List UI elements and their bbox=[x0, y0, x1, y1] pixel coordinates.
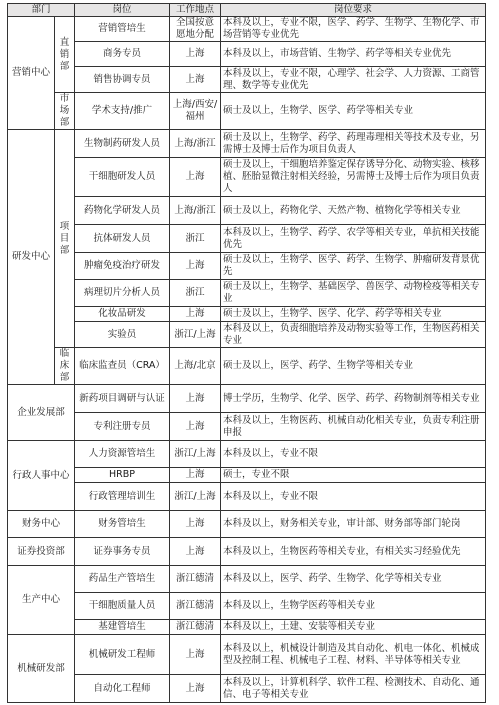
cell-requirements: 本科及以上，财务相关专业，审计部、财务部等部门轮岗 bbox=[221, 511, 486, 538]
dept-project: 项目部 bbox=[55, 130, 75, 348]
cell-position: 生物制药研发人员 bbox=[75, 130, 170, 158]
table-row bbox=[8, 566, 486, 593]
cell-requirements: 本科及以上，机械设计制造及其自动化、机电一体化、机械成型及控制工程、机械电子工程、材料、半导体等相关专业 bbox=[221, 635, 486, 675]
cell-location: 浙江 bbox=[170, 225, 221, 253]
cell-requirements: 硕士及以上，医学、药学、生物学等相关专业 bbox=[221, 348, 486, 385]
table-row bbox=[8, 17, 486, 42]
table-row bbox=[8, 93, 486, 130]
cell-position: HRBP bbox=[75, 468, 170, 483]
table-row bbox=[8, 385, 486, 413]
cell-position: 基建管培生 bbox=[75, 620, 170, 635]
cell-requirements: 本科及以上，计算机科学、软件工程、检测技术、自动化、通信、电子等相关专业 bbox=[221, 675, 486, 703]
cell-requirements: 本科及以上，市场营销、生物学、药学等相关专业优先 bbox=[221, 42, 486, 67]
cell-position: 药物化学研发人员 bbox=[75, 197, 170, 225]
cell-location: 浙江德清 bbox=[170, 566, 221, 593]
cell-position: 实验员 bbox=[75, 322, 170, 348]
cell-requirements: 本科及以上，医学、药学、生物学、化学等相关专业 bbox=[221, 566, 486, 593]
header-dept: 部门 bbox=[8, 4, 75, 17]
dept-finance: 财务中心 bbox=[8, 511, 75, 538]
cell-location: 浙江德清 bbox=[170, 620, 221, 635]
cell-requirements: 硕士及以上，药物化学、天然产物、植物化学等相关专业 bbox=[221, 197, 486, 225]
table-row bbox=[8, 468, 486, 483]
cell-position: 临床监查员（CRA） bbox=[75, 348, 170, 385]
table-row bbox=[8, 322, 486, 348]
cell-location: 上海/西安/福州 bbox=[170, 93, 221, 130]
cell-location: 上海/浙江 bbox=[170, 197, 221, 225]
cell-location: 全国按意愿地分配 bbox=[170, 17, 221, 42]
table-row bbox=[8, 67, 486, 93]
cell-requirements: 本科及以上，负责细胞培养及动物实验等工作，生物医药相关专业 bbox=[221, 322, 486, 348]
header-requirements: 岗位要求 bbox=[221, 4, 486, 17]
cell-requirements: 本科及以上，生物医药等相关专业，有相关实习经验优先 bbox=[221, 538, 486, 566]
job-table bbox=[7, 3, 486, 703]
dept-admin-hr: 行政人事中心 bbox=[8, 441, 75, 511]
cell-location: 上海 bbox=[170, 538, 221, 566]
cell-requirements: 本科及以上，生物学、药学、农学等相关专业，单抗相关技能优先 bbox=[221, 225, 486, 253]
cell-requirements: 本科及以上，专业不限，医学、药学、生物学、生物化学、市场营销等专业优先 bbox=[221, 17, 486, 42]
cell-location: 上海 bbox=[170, 158, 221, 197]
dept-marketing-center: 营销中心 bbox=[8, 17, 55, 130]
cell-location: 浙江/上海 bbox=[170, 483, 221, 511]
cell-requirements: 硕士及以上，干细胞培养鉴定保存诱导分化、动物实验、核移植、胚胎显微注射相关经验，另需博士及博士后作为项目负责人 bbox=[221, 158, 486, 197]
table-row bbox=[8, 675, 486, 703]
cell-position: 药品生产管培生 bbox=[75, 566, 170, 593]
cell-location: 上海 bbox=[170, 511, 221, 538]
cell-requirements: 硕士及以上，生物学、医学、化学、药学等相关专业 bbox=[221, 307, 486, 322]
table-row bbox=[8, 413, 486, 441]
cell-requirements: 硕士，专业不限 bbox=[221, 468, 486, 483]
cell-requirements: 本科及以上，专业不限 bbox=[221, 483, 486, 511]
cell-requirements: 本科及以上，土建、安装等相关专业 bbox=[221, 620, 486, 635]
cell-position: 营销管培生 bbox=[75, 17, 170, 42]
cell-position: 抗体研发人员 bbox=[75, 225, 170, 253]
cell-requirements: 硕士及以上，生物学、基础医学、兽医学、动物检疫等相关专业 bbox=[221, 280, 486, 307]
cell-position: 销售协调专员 bbox=[75, 67, 170, 93]
cell-location: 上海 bbox=[170, 635, 221, 675]
table-row bbox=[8, 197, 486, 225]
cell-position: 病理切片分析人员 bbox=[75, 280, 170, 307]
cell-requirements: 本科及以上，专业不限，心理学、社会学、人力资源、工商管理、数学等专业优先 bbox=[221, 67, 486, 93]
table-row bbox=[8, 280, 486, 307]
dept-enterprise: 企业发展部 bbox=[8, 385, 75, 441]
cell-position: 行政管理培训生 bbox=[75, 483, 170, 511]
dept-securities: 证券投资部 bbox=[8, 538, 75, 566]
cell-position: 人力资源管培生 bbox=[75, 441, 170, 468]
table-row bbox=[8, 42, 486, 67]
cell-location: 浙江/上海 bbox=[170, 441, 221, 468]
dept-rnd-center: 研发中心 bbox=[8, 130, 55, 385]
cell-position: 财务管培生 bbox=[75, 511, 170, 538]
table-row bbox=[8, 593, 486, 620]
dept-production: 生产中心 bbox=[8, 566, 75, 635]
table-row bbox=[8, 348, 486, 385]
cell-position: 自动化工程师 bbox=[75, 675, 170, 703]
dept-mechanical: 机械研发部 bbox=[8, 635, 75, 703]
cell-requirements: 本科及以上，专业不限 bbox=[221, 441, 486, 468]
dept-direct-sales: 直销部 bbox=[55, 17, 75, 93]
table-row bbox=[8, 307, 486, 322]
cell-position: 肿瘤免疫治疗研发 bbox=[75, 253, 170, 280]
table-row bbox=[8, 225, 486, 253]
table-row bbox=[8, 538, 486, 566]
cell-requirements: 硕士及以上，生物学、医学、药学等相关专业 bbox=[221, 93, 486, 130]
cell-location: 上海/北京 bbox=[170, 348, 221, 385]
table-row bbox=[8, 253, 486, 280]
cell-position: 化妆品研发 bbox=[75, 307, 170, 322]
cell-position: 机械研发工程师 bbox=[75, 635, 170, 675]
table-row bbox=[8, 483, 486, 511]
cell-location: 浙江 bbox=[170, 280, 221, 307]
cell-location: 上海 bbox=[170, 413, 221, 441]
table-row bbox=[8, 511, 486, 538]
table-row bbox=[8, 130, 486, 158]
cell-requirements: 硕士及以上，生物学、药学、药理毒理相关等技术及专业，另需博士及博士后作为项目负责人 bbox=[221, 130, 486, 158]
cell-requirements: 本科及以上，生物学医药等相关专业 bbox=[221, 593, 486, 620]
cell-location: 上海 bbox=[170, 675, 221, 703]
table-row bbox=[8, 158, 486, 197]
cell-requirements: 博士学历，生物学、化学、医学、药学、药物制剂等相关专业 bbox=[221, 385, 486, 413]
cell-location: 上海 bbox=[170, 385, 221, 413]
header-location: 工作地点 bbox=[170, 4, 221, 17]
table-row bbox=[8, 620, 486, 635]
cell-requirements: 本科及以上，生物医药、机械自动化相关专业，负责专利注册申报 bbox=[221, 413, 486, 441]
dept-clinical: 临床部 bbox=[55, 348, 75, 385]
cell-position: 证券事务专员 bbox=[75, 538, 170, 566]
cell-location: 上海 bbox=[170, 67, 221, 93]
cell-position: 干细胞质量人员 bbox=[75, 593, 170, 620]
cell-requirements: 硕士及以上，生物学、医学、药学、生物学、肿瘤研发背景优先 bbox=[221, 253, 486, 280]
cell-position: 新药项目调研与认证 bbox=[75, 385, 170, 413]
cell-location: 上海 bbox=[170, 468, 221, 483]
header-row bbox=[8, 4, 486, 17]
cell-location: 上海 bbox=[170, 42, 221, 67]
cell-position: 学术支持/推广 bbox=[75, 93, 170, 130]
cell-position: 干细胞研发人员 bbox=[75, 158, 170, 197]
cell-location: 上海 bbox=[170, 307, 221, 322]
cell-position: 商务专员 bbox=[75, 42, 170, 67]
dept-market: 市场部 bbox=[55, 93, 75, 130]
table-row bbox=[8, 635, 486, 675]
cell-location: 浙江德清 bbox=[170, 593, 221, 620]
cell-location: 上海/浙江 bbox=[170, 130, 221, 158]
cell-location: 上海 bbox=[170, 253, 221, 280]
header-position: 岗位 bbox=[75, 4, 170, 17]
cell-location: 浙江/上海 bbox=[170, 322, 221, 348]
table-row bbox=[8, 441, 486, 468]
cell-position: 专利注册专员 bbox=[75, 413, 170, 441]
